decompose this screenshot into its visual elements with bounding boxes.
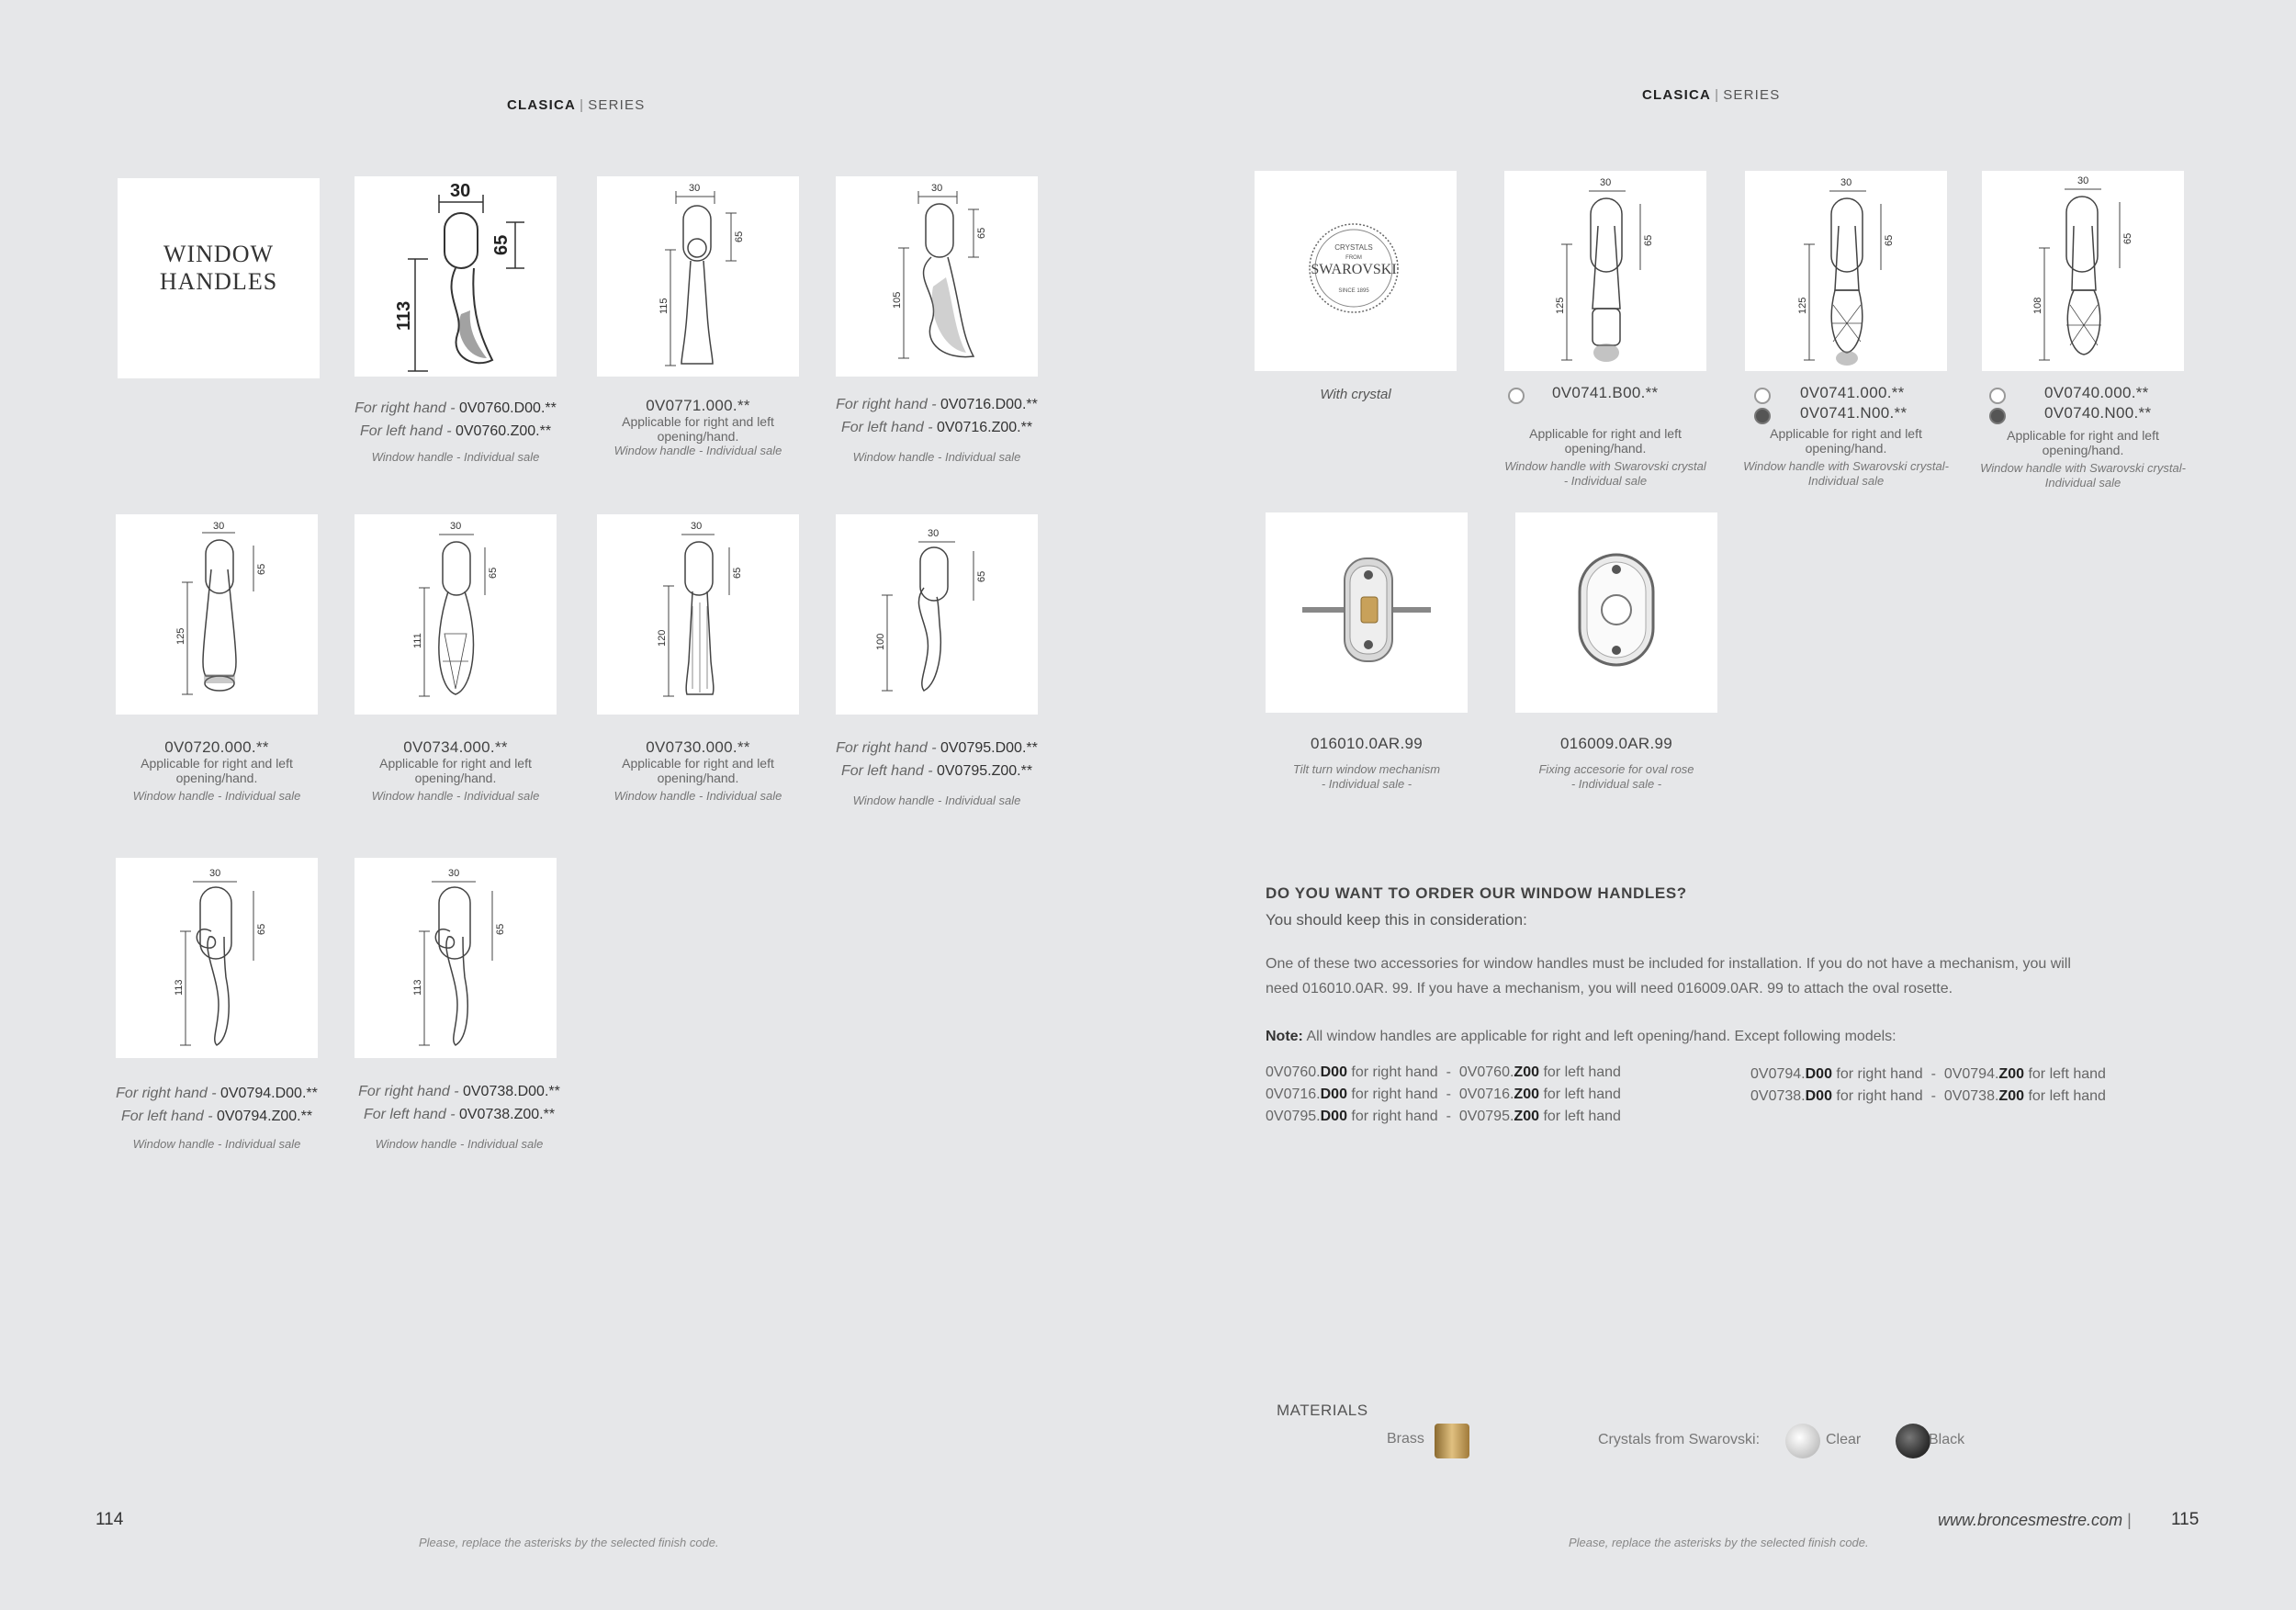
dim-125: 125 [1555,297,1566,314]
product-image-0v0795[interactable] [836,514,1038,715]
caption-0v0741: 0V0741.000.** 0V0741.N00.** Applicable for right and left opening/hand. Window handle with Swarovski crystal- Individual sale [1743,384,1949,488]
product-image-0v0730[interactable] [597,514,799,715]
product-image-016009[interactable] [1515,512,1717,713]
dim-width: 30 [1600,177,1612,188]
product-image-0v0760[interactable] [355,176,557,377]
product-image-0v0741[interactable] [1745,171,1947,371]
dim-113: 113 [394,300,414,331]
model-line: 0V0716.D00 for right hand - 0V0716.Z00 for left hand [1266,1086,1621,1102]
dim-100: 100 [875,633,886,650]
brass-swatch[interactable] [1435,1424,1469,1458]
dim-width: 30 [450,181,471,201]
caption-0v0794: For right hand - 0V0794.D00.** For left hand - 0V0794.Z00.** Window handle - Individual sale [116,1086,318,1151]
caption-0v0795: For right hand - 0V0795.D00.** For left hand - 0V0795.Z00.** Window handle - Individual sale [836,740,1038,807]
order-subheading: You should keep this in consideration: [1266,911,1527,929]
title-line-2: HANDLES [159,268,278,295]
dim-width: 30 [448,868,460,879]
dim-65: 65 [495,923,506,935]
order-paragraph: One of these two accessories for window handles must be included for installation. If you do not have a mechanism, you will need 016010.0AR. 99. If you have a mechanism, you will need 016009.0AR. 99 to attach the oval rosette. [1266,956,2071,996]
model-line: 0V0795.D00 for right hand - 0V0795.Z00 for left hand [1266,1109,1621,1124]
dim-65: 65 [2122,232,2133,244]
dim-width: 30 [689,183,701,194]
dim-width: 30 [450,521,462,532]
dim-65: 65 [732,567,743,579]
dim-65: 65 [734,231,745,242]
materials-title: MATERIALS [1277,1402,1368,1419]
order-heading: DO YOU WANT TO ORDER OUR WINDOW HANDLES? [1266,884,1687,902]
with-crystal-label: With crystal [1320,387,1391,402]
caption-0v0738: For right hand - 0V0738.D00.** For left hand - 0V0738.Z00.** Window handle - Individual sale [358,1084,560,1151]
model-list-right [1750,1064,2106,1108]
logo-from: FROM [1345,255,1362,261]
dim-125: 125 [175,627,186,645]
series-header-left: CLASICA | SERIES [507,97,646,113]
finish-radio-clear[interactable] [1754,388,1771,404]
product-image-0v0794[interactable] [116,858,318,1058]
dim-113: 113 [412,979,423,996]
model-line: 0V0794.D00 for right hand - 0V0794.Z00 for left hand [1750,1066,2106,1082]
clear-crystal-swatch[interactable] [1785,1424,1820,1458]
dim-111: 111 [412,633,423,648]
website-link[interactable]: www.broncesmestre.com | [1938,1511,2132,1529]
footer-note-right: Please, replace the asterisks by the selected finish code. [1569,1536,1869,1549]
page-number-left: 114 [96,1510,124,1529]
logo-name: SWAROVSKI [1311,262,1397,277]
logo-top: CRYSTALS [1334,243,1373,252]
dim-65: 65 [488,567,499,579]
page-number-right: 115 [2171,1510,2200,1529]
product-image-0v0771[interactable] [597,176,799,377]
product-image-016010[interactable] [1266,512,1468,713]
finish-radio-clear[interactable] [1989,388,2006,404]
material-brass-label: Brass [1387,1431,1424,1447]
dim-width: 30 [213,521,225,532]
footer-note-left: Please, replace the asterisks by the selected finish code. [419,1536,719,1549]
dim-113: 113 [174,979,185,996]
dim-65: 65 [491,234,512,255]
dim-65: 65 [256,923,267,935]
dim-65: 65 [256,563,267,575]
dim-width: 30 [928,528,940,539]
dim-width: 30 [931,183,943,194]
product-image-0v0716[interactable] [836,176,1038,377]
dim-width: 30 [209,868,221,879]
caption-016010: 016010.0AR.99 Tilt turn window mechanism - Individual sale - [1292,735,1441,791]
caption-0v0741b: 0V0741.B00.** Applicable for right and left opening/hand. Window handle with Swarovski crystal - Individual sale [1504,384,1706,488]
dim-105: 105 [892,291,903,309]
caption-0v0716: For right hand - 0V0716.D00.** For left hand - 0V0716.Z00.** Window handle - Individual sale [836,397,1038,464]
dim-width: 30 [2077,175,2089,186]
dim-65: 65 [1643,234,1654,246]
dim-120: 120 [657,629,668,647]
dim-108: 108 [2032,297,2043,314]
finish-radio-clear[interactable] [1508,388,1525,404]
model-line: 0V0760.D00 for right hand - 0V0760.Z00 for left hand [1266,1064,1621,1080]
dim-65: 65 [1884,234,1895,246]
caption-0v0771: 0V0771.000.** Applicable for right and left opening/hand. Window handle - Individual sale [613,397,782,457]
product-image-0v0741b[interactable] [1504,171,1706,371]
caption-0v0740: 0V0740.000.** 0V0740.N00.** Applicable for right and left opening/hand. Window handle with Swarovski crystal- Individual sale [1980,384,2186,490]
title-line-1: WINDOW [163,241,275,267]
series-header-right: CLASICA | SERIES [1642,87,1781,103]
product-image-0v0720[interactable] [116,514,318,715]
finish-radio-black[interactable] [1754,408,1771,424]
dim-width: 30 [691,521,703,532]
caption-0v0730: 0V0730.000.** Applicable for right and left opening/hand. Window handle - Individual sale [613,738,782,803]
dim-125: 125 [1797,297,1808,314]
swarovski-logo-card [1255,171,1457,371]
product-image-0v0740[interactable] [1982,171,2184,371]
dim-115: 115 [658,298,670,314]
model-line: 0V0738.D00 for right hand - 0V0738.Z00 for left hand [1750,1088,2106,1104]
clear-label: Clear [1826,1432,1862,1447]
dim-width: 30 [1840,177,1852,188]
product-image-0v0738[interactable] [355,858,557,1058]
black-label: Black [1929,1432,1965,1447]
logo-since: SINCE 1895 [1338,288,1369,294]
black-crystal-swatch[interactable] [1896,1424,1930,1458]
dim-65: 65 [976,227,987,239]
caption-0v0760: For right hand - 0V0760.D00.** For left hand - 0V0760.Z00.** Window handle - Individual sale [355,400,557,464]
crystals-label: Crystals from Swarovski: [1598,1432,1761,1447]
finish-radio-black[interactable] [1989,408,2006,424]
caption-016009: 016009.0AR.99 Fixing accesorie for oval rose - Individual sale - [1538,735,1694,791]
order-note: Note: All window handles are applicable for right and left opening/hand. Except following models: [1266,1029,1896,1044]
product-image-0v0734[interactable] [355,514,557,715]
caption-0v0720: 0V0720.000.** Applicable for right and left opening/hand. Window handle - Individual sale [132,738,301,803]
model-list-left [1266,1062,1621,1128]
dim-65: 65 [976,570,987,582]
title-card [118,178,320,378]
caption-0v0734: 0V0734.000.** Applicable for right and left opening/hand. Window handle - Individual sale [371,738,540,803]
